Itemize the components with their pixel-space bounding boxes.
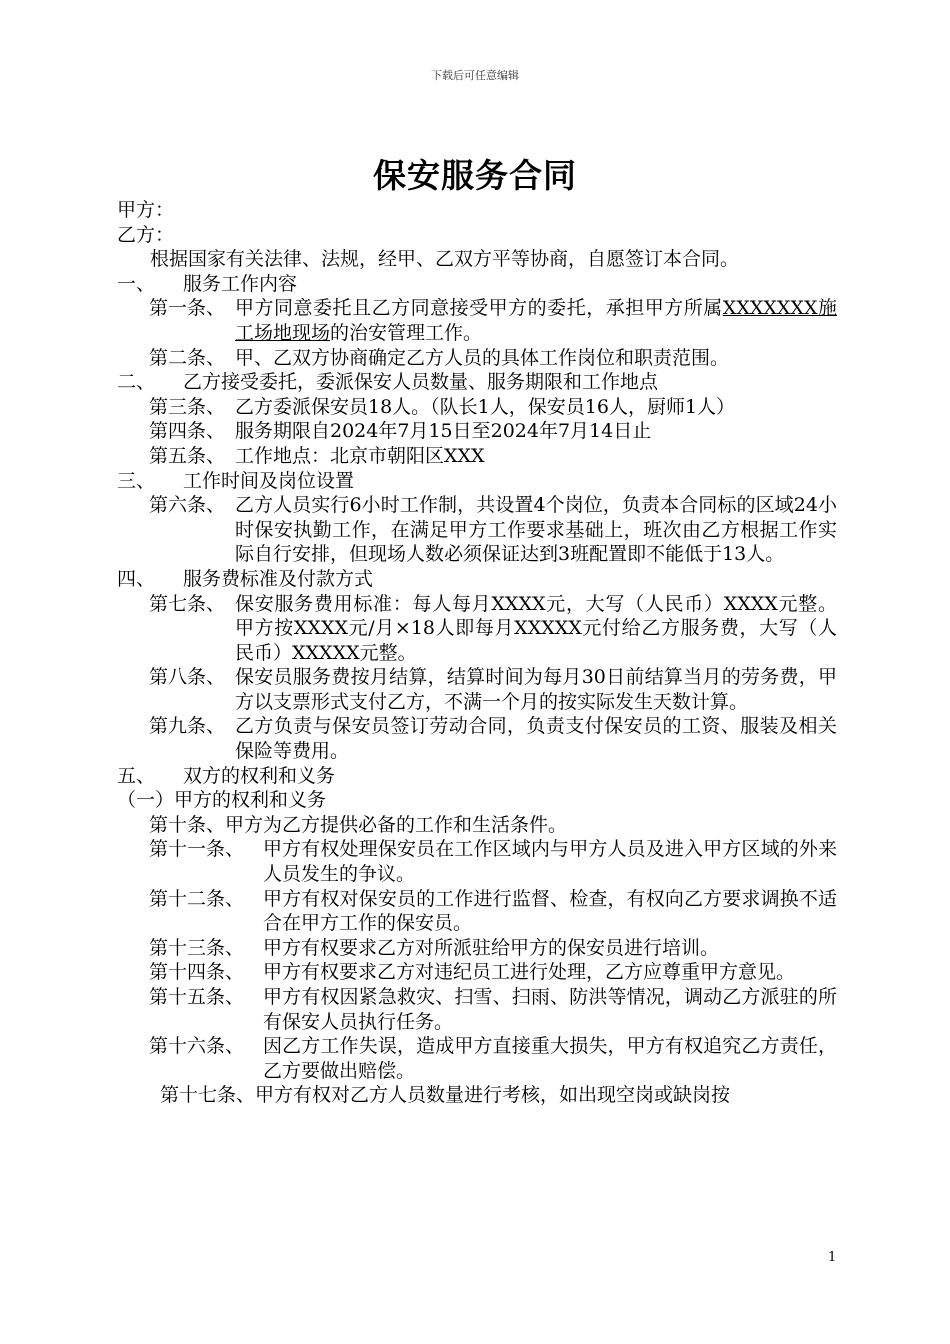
article-label: 第十条、 xyxy=(149,813,226,836)
page-number: 1 xyxy=(828,1250,837,1265)
article-text: 甲方有权对保安员的工作进行监督、检查，有权向乙方要求调换不适合在甲方工作的保安员。 xyxy=(263,887,837,935)
article-text: 甲方为乙方提供必备的工作和生活条件。 xyxy=(225,813,568,836)
article-13 xyxy=(117,936,837,961)
article-label: 第十二条、 xyxy=(149,887,245,910)
article-11 xyxy=(117,837,837,886)
article-text: 乙方人员实行6小时工作制，共设置4个岗位，负责本合同标的区域24小时保安执勤工作，在满足甲方工作要求基础上，班次由乙方根据工作实际自行安排，但现场人数必须保证达到3班配置即不能低于13人。 xyxy=(235,494,837,566)
section-title: 工作时间及岗位设置 xyxy=(183,469,355,492)
article-label: 第十七条、 xyxy=(160,1084,256,1107)
article-text: 甲方有权因紧急救灾、扫雪、扫雨、防洪等情况，调动乙方派驻的所有保安人员执行任务。 xyxy=(263,986,837,1033)
section-3-heading xyxy=(117,469,837,494)
article-14 xyxy=(117,960,837,985)
article-label: 第三条、 xyxy=(149,395,226,418)
contract-body xyxy=(117,198,837,1108)
article-text: 工作地点：北京市朝阳区XXX xyxy=(235,444,485,467)
article-text: 甲方有权处理保安员在工作区域内与甲方人员及进入甲方区域的外来人员发生的争议。 xyxy=(263,838,837,886)
article-3 xyxy=(117,395,837,420)
intro-paragraph: 根据国家有关法律、法规，经甲、乙双方平等协商，自愿签订本合同。 xyxy=(150,248,740,271)
article-label: 第九条、 xyxy=(149,715,226,738)
article-text: 保安员服务费按月结算，结算时间为每月30日前结算当月的劳务费，甲方以支票形式支付乙方，不满一个月的按实际发生天数计算。 xyxy=(235,666,837,713)
section-number: 三、 xyxy=(117,469,156,492)
article-label: 第二条、 xyxy=(149,346,226,369)
article-10 xyxy=(117,813,837,838)
party-a: 甲方： xyxy=(117,199,175,221)
section-title: 乙方接受委托，委派保安人员数量、服务期限和工作地点 xyxy=(183,371,659,394)
section-title: 双方的权利和义务 xyxy=(183,764,336,787)
article-label: 第十五条、 xyxy=(149,986,245,1008)
section-number: 二、 xyxy=(117,371,156,394)
article-label: 第四条、 xyxy=(149,420,226,443)
party-b: 乙方： xyxy=(117,223,175,246)
article-label: 第一条、 xyxy=(149,297,226,320)
article-5 xyxy=(117,444,837,469)
article-17 xyxy=(117,1083,837,1108)
section-number: 五、 xyxy=(117,764,156,787)
section-2-heading xyxy=(117,370,837,395)
article-text: 乙方委派保安员18人。（队长1人，保安员16人，厨师1人） xyxy=(235,395,736,418)
article-text: 甲方有权对乙方人员数量进行考核，如出现空岗或缺岗按 xyxy=(255,1084,731,1107)
article-2 xyxy=(117,346,837,371)
article-label: 第七条、 xyxy=(149,592,226,615)
article-text: 甲、乙双方协商确定乙方人员的具体工作岗位和职责范围。 xyxy=(235,346,730,369)
article-12 xyxy=(117,887,837,936)
article-label: 第十一条、 xyxy=(149,838,245,861)
article-4 xyxy=(117,419,837,444)
section-number: 四、 xyxy=(117,567,156,590)
article-label: 第五条、 xyxy=(149,444,226,467)
article-16 xyxy=(117,1034,837,1083)
article-text-part: 甲方同意委托且乙方同意接受甲方的委托，承担甲方所属 xyxy=(235,297,723,320)
article-text: 甲方有权要求乙方对违纪员工进行处理，乙方应尊重甲方意见。 xyxy=(263,961,796,984)
site-name-underlined: XXXXXXX施工场地现场 xyxy=(235,297,837,344)
page-header: 下载后可任意编辑 xyxy=(431,69,519,82)
article-7 xyxy=(117,592,837,666)
article-8 xyxy=(117,665,837,714)
section-number: 一、 xyxy=(117,272,156,295)
article-text: 保安服务费用标准：每人每月XXXX元，大写（人民币）XXXX元整。甲方按XXXX元/月×18人即每月XXXXX元付给乙方服务费，大写（人民币）XXXXX元整。 xyxy=(235,592,837,664)
article-label: 第六条、 xyxy=(149,494,226,517)
article-text: 因乙方工作失误，造成甲方直接重大损失，甲方有权追究乙方责任，乙方要做出赔偿。 xyxy=(263,1035,837,1082)
article-text xyxy=(235,296,837,345)
section-1-heading xyxy=(117,272,837,297)
article-label: 第十四条、 xyxy=(149,961,245,984)
article-9 xyxy=(117,714,837,763)
article-text: 服务期限自2024年7月15日至2024年7月14日止 xyxy=(235,420,652,443)
article-label: 第十三条、 xyxy=(149,936,245,959)
article-text: 甲方有权要求乙方对所派驻给甲方的保安员进行培训。 xyxy=(263,936,720,959)
article-6 xyxy=(117,493,837,567)
subsection-heading: （一）甲方的权利和义务 xyxy=(117,789,327,812)
article-15 xyxy=(117,985,837,1034)
section-5-heading xyxy=(117,764,837,789)
article-1 xyxy=(117,296,837,345)
article-text-part: 的治安管理工作。 xyxy=(330,321,483,344)
section-4-heading xyxy=(117,567,837,592)
section-title: 服务工作内容 xyxy=(183,272,298,295)
article-label: 第十六条、 xyxy=(149,1035,245,1058)
document-title: 保安服务合同 xyxy=(373,156,577,195)
section-title: 服务费标准及付款方式 xyxy=(183,567,374,590)
article-text: 乙方负责与保安员签订劳动合同，负责支付保安员的工资、服装及相关保险等费用。 xyxy=(235,715,837,763)
article-label: 第八条、 xyxy=(149,666,226,689)
